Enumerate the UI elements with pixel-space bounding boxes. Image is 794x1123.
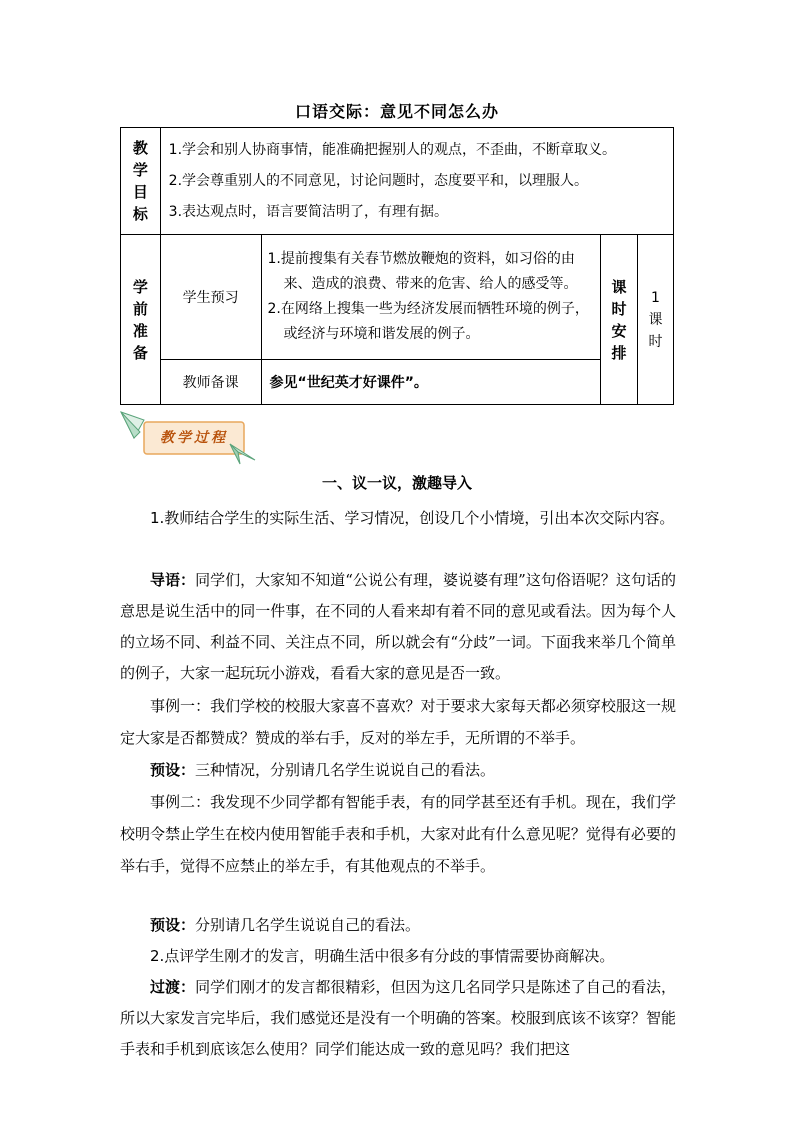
student-prep-item: 1.提前搜集有关春节燃放鞭炮的资料，如习俗的由来、造成的浪费、带来的危害、给人的感受等。 xyxy=(267,251,578,292)
paragraph xyxy=(120,754,676,786)
student-prep-label: 学生预习 xyxy=(160,235,261,360)
paragraph-label: 导语： xyxy=(150,571,196,589)
goal-item: 1.学会和别人协商事情，能准确把握别人的观点，不歪曲，不断章取义。 xyxy=(168,141,617,158)
paragraph-label: 预设： xyxy=(150,916,196,934)
banner-label: 教学过程 xyxy=(160,430,228,446)
paragraph-block xyxy=(120,941,676,1065)
paragraph: 事例一：我们学校的校服大家喜不喜欢？对于要求大家每天都必须穿校服这一规定大家是否都赞成？赞成的举右手，反对的举左手，无所谓的不举手。 xyxy=(120,697,676,747)
page-title: 口语交际：意见不同怎么办 xyxy=(294,102,499,121)
paragraph-block xyxy=(120,690,676,882)
student-prep-cell xyxy=(261,235,601,360)
paragraph xyxy=(120,910,676,941)
teaching-process-banner xyxy=(118,408,258,466)
paragraph-block xyxy=(120,565,676,689)
teacher-prep-text: 参见“世纪英才好课件”。 xyxy=(261,360,601,405)
student-prep-item: 2.在网络上搜集一些为经济发展而牺牲环境的例子，或经济与环境和谐发展的例子。 xyxy=(267,301,589,342)
schedule-label: 课 时 安 排 xyxy=(601,235,638,405)
goal-item: 3.表达观点时，语言要简洁明了，有理有据。 xyxy=(168,203,449,220)
paragraph-text: 三种情况，分别请几名学生说说自己的看法。 xyxy=(195,761,496,779)
prep-label: 学 前 准 备 xyxy=(121,235,161,405)
teacher-prep-label: 教师备课 xyxy=(160,360,261,405)
paragraph xyxy=(120,565,676,689)
paragraph-block xyxy=(120,503,676,534)
paragraph xyxy=(120,972,676,1065)
paragraph-label: 过渡： xyxy=(150,978,196,996)
paragraph-block xyxy=(120,910,676,941)
paragraph-text: 分别请几名学生说说自己的看法。 xyxy=(195,916,421,934)
goal-item: 2.学会尊重别人的不同意见，讨论问题时，态度要平和，以理服人。 xyxy=(168,172,589,189)
schedule-value: 1 课 时 xyxy=(638,235,674,405)
paragraph: 1.教师结合学生的实际生活、学习情况，创设几个小情境，引出本次交际内容。 xyxy=(150,509,675,527)
lesson-plan-table xyxy=(120,127,674,405)
paragraph-label: 预设： xyxy=(150,761,196,779)
section-heading: 一、议一议，激趣导入 xyxy=(321,474,472,492)
paragraph: 事例二：我发现不少同学都有智能手表，有的同学甚至还有手机。现在，我们学校明令禁止学生在校内使用智能手表和手机，大家对此有什么意见呢？觉得有必要的举右手，觉得不应禁止的举左手，有其他观点的不举手。 xyxy=(120,793,676,875)
paragraph-text: 同学们刚才的发言都很精彩，但因为这几名同学只是陈述了自己的看法，所以大家发言完毕后，我们感觉还是没有一个明确的答案。校服到底该不该穿？智能手表和手机到底该怎么使用？同学们能达成一致的意见吗？我们把这 xyxy=(120,978,676,1058)
goals-cell xyxy=(160,128,673,235)
paragraph-text: 同学们，大家知不知道“公说公有理，婆说婆有理”这句俗语呢？这句话的意思是说生活中的同一件事，在不同的人看来却有着不同的意见或看法。因为每个人的立场不同、利益不同、关注点不同，所以就会有“分歧”一词。下面我来举几个简单的例子，大家一起玩玩小游戏，看看大家的意见是否一致。 xyxy=(120,571,676,682)
paragraph: 2.点评学生刚才的发言，明确生活中很多有分歧的事情需要协商解决。 xyxy=(150,947,615,965)
goals-label: 教 学 目 标 xyxy=(121,128,161,235)
